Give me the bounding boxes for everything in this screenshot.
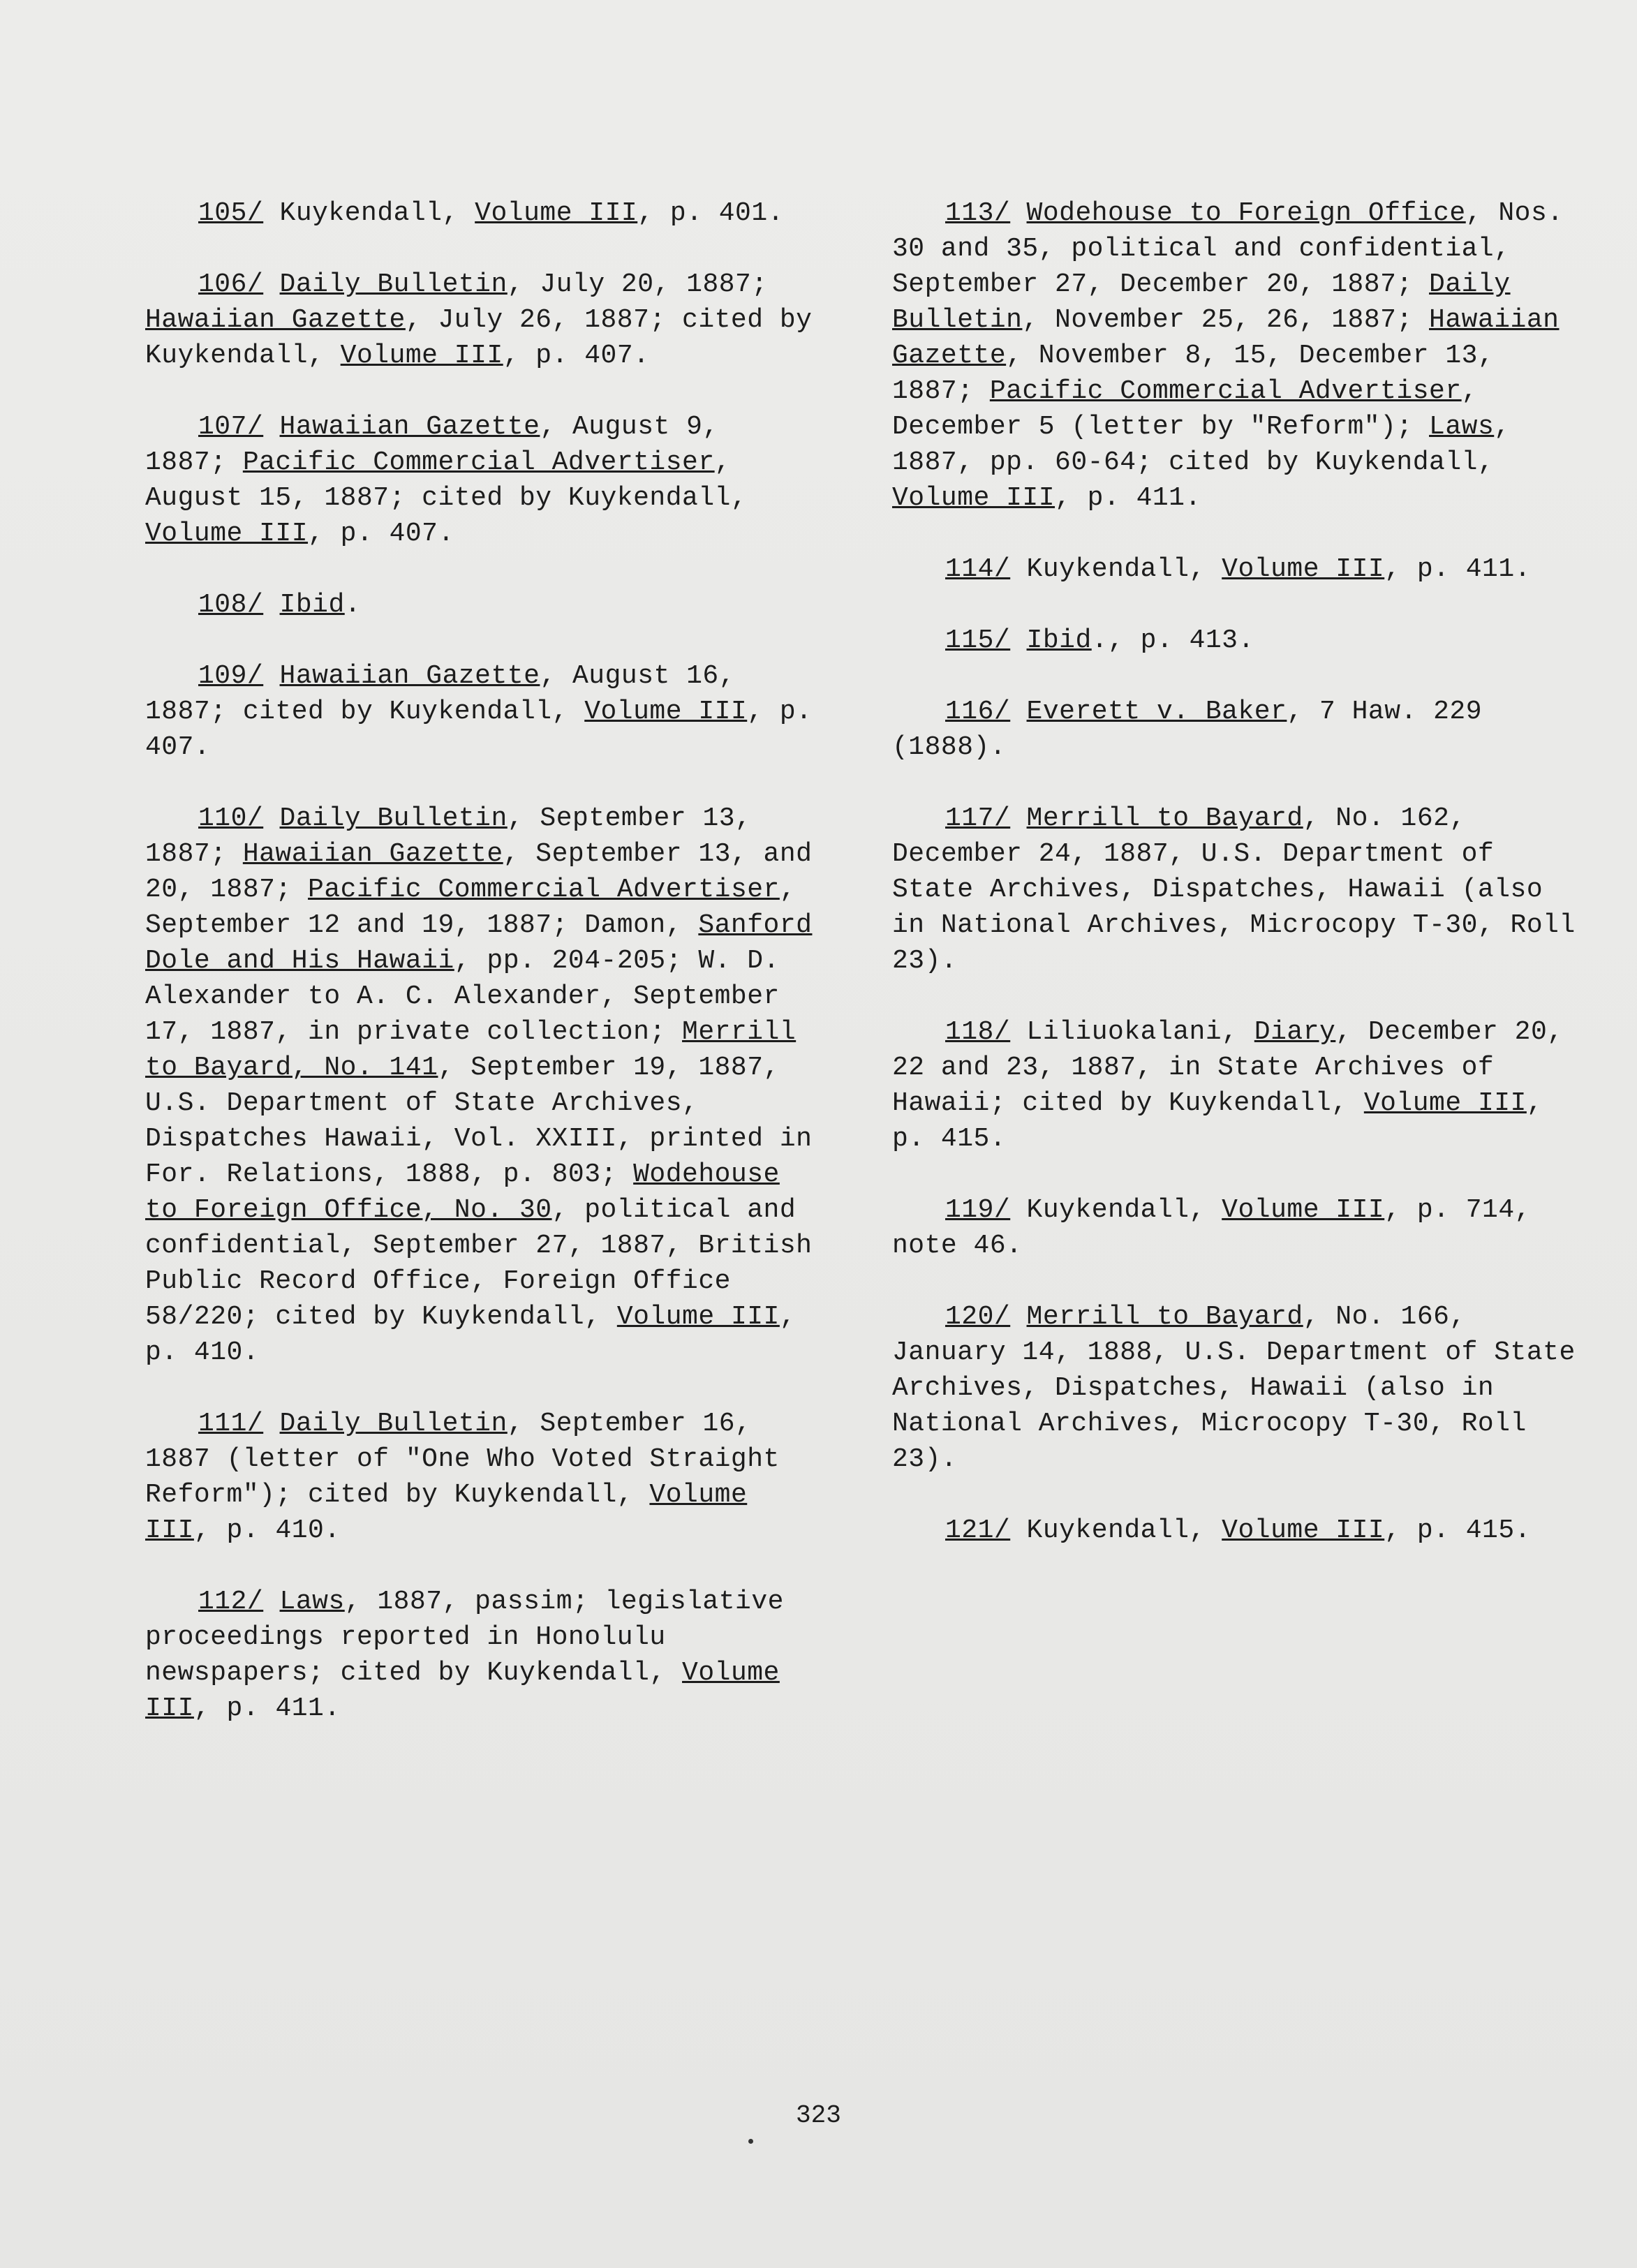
footnote-number: 111/ — [198, 1409, 264, 1439]
footnote-text: , p. 410. — [145, 1302, 797, 1368]
footnote-text: , p. 411. — [1384, 554, 1531, 584]
footnote-text: , No. 166, January 14, 1888, U.S. Department of State Archives, Dispatches, Hawaii (also in National Archives, Microcopy T-30, Roll 23). — [892, 1302, 1576, 1474]
footnote-number: 110/ — [198, 803, 264, 833]
footnote-number: 117/ — [945, 803, 1011, 833]
footnote-number: 108/ — [198, 590, 264, 620]
footnote-number: 109/ — [198, 661, 264, 691]
footnote-citation-title: Hawaiian Gazette — [892, 305, 1560, 371]
footnote-text: Kuykendall, — [1010, 1195, 1222, 1225]
footnote-citation-title: Hawaiian Gazette — [279, 412, 540, 442]
footnote-citation-title: Hawaiian Gazette — [279, 661, 540, 691]
footnote-indent — [892, 1195, 1010, 1225]
footnote-number: 114/ — [945, 554, 1011, 584]
footnote-text: , p. 410. — [193, 1515, 341, 1546]
footnote-citation-title: Volume III — [892, 483, 1055, 513]
footnote — [145, 587, 815, 623]
footnote-text: Liliuokalani, — [1010, 1017, 1254, 1047]
footnote-citation-title: Hawaiian Gazette — [145, 305, 406, 335]
right-column — [892, 195, 1576, 1584]
footnote-text — [1010, 803, 1026, 833]
footnote-text: , July 26, 1887; cited by Kuykendall, — [145, 305, 813, 371]
footnote-text: , November 8, 15, December 13, 1887; — [892, 341, 1495, 406]
footnote-text: , September 13, and 20, 1887; — [145, 839, 813, 905]
footnote-citation-title: Diary — [1254, 1017, 1336, 1047]
footnote-text: , 7 Haw. 229 (1888). — [892, 697, 1483, 762]
footnote — [145, 195, 815, 231]
footnote-citation-title: Volume III — [145, 519, 309, 549]
footnote-indent — [892, 1017, 1010, 1047]
footnote-text — [263, 661, 279, 691]
footnote-number: 120/ — [945, 1302, 1011, 1332]
footnote-citation-title: Ibid — [279, 590, 345, 620]
footnote-text: , p. 407. — [145, 697, 813, 762]
footnote — [892, 551, 1576, 587]
footnote — [145, 1406, 815, 1548]
footnote-number: 115/ — [945, 625, 1011, 655]
footnote-citation-title: Volume III — [1222, 1515, 1385, 1546]
footnote-text: . — [344, 590, 362, 620]
footnote-citation-title: Pacific Commercial Advertiser — [242, 447, 715, 477]
footnote-text: , p. 407. — [503, 341, 650, 371]
footnote-text: , December 5 (letter by "Reform"); — [892, 376, 1478, 442]
footnote-citation-title: Hawaiian Gazette — [242, 839, 503, 869]
footnote — [892, 801, 1576, 979]
footnote-indent — [892, 697, 1010, 727]
footnote-text: Kuykendall, — [1010, 1515, 1222, 1546]
footnote-number: 116/ — [945, 697, 1011, 727]
footnote-citation-title: Pacific Commercial Advertiser — [308, 875, 780, 905]
footnote — [892, 694, 1576, 765]
left-column — [145, 195, 815, 1762]
footnote-citation-title: Pacific Commercial Advertiser — [989, 376, 1462, 406]
footnote-text — [263, 269, 279, 299]
footnote-indent — [892, 1302, 1010, 1332]
footnote-text: , September 12 and 19, 1887; Damon, — [145, 875, 797, 940]
footnote-text: , August 16, 1887; cited by Kuykendall, — [145, 661, 736, 727]
footnote-number: 105/ — [198, 198, 264, 228]
footnote-text — [1010, 1302, 1026, 1332]
footnote-indent — [145, 198, 263, 228]
footnote-citation-title: Volume III — [1222, 1195, 1385, 1225]
footnote-citation-title: Wodehouse to Foreign Office — [1026, 198, 1466, 228]
footnote — [145, 409, 815, 551]
footnote-number: 121/ — [945, 1515, 1011, 1546]
footnote-citation-title: Merrill to Bayard — [1026, 803, 1303, 833]
footnote-citation-title: Volume III — [145, 1658, 780, 1724]
footnote-citation-title: Volume III — [1363, 1088, 1527, 1118]
footnote-text — [1010, 198, 1026, 228]
footnote-text — [263, 1409, 279, 1439]
footnote-citation-title: Sanford Dole and His Hawaii — [145, 910, 813, 976]
footnote-citation-title: Volume III — [1222, 554, 1385, 584]
footnote-text — [263, 590, 279, 620]
footnote — [892, 1299, 1576, 1477]
footnote-text — [263, 412, 279, 442]
footnote-text — [1010, 625, 1026, 655]
page-number: 323 — [796, 2101, 841, 2130]
footnote-text: , p. 411. — [193, 1693, 341, 1724]
footnote-indent — [145, 1587, 263, 1617]
footnote — [892, 623, 1576, 658]
footnote-text: , p. 415. — [892, 1088, 1543, 1154]
footnote — [892, 195, 1576, 516]
footnote-citation-title: Laws — [1429, 412, 1495, 442]
footnote-citation-title: Volume III — [340, 341, 503, 371]
footnote-citation-title: Daily Bulletin — [279, 269, 508, 299]
footnote-number: 106/ — [198, 269, 264, 299]
footnote-indent — [145, 803, 263, 833]
footnote — [145, 801, 815, 1370]
footnote-text: , Nos. 30 and 35, political and confidential, September 27, December 20, 1887; — [892, 198, 1564, 299]
footnote-text — [1010, 697, 1026, 727]
footnote-indent — [145, 269, 263, 299]
footnote-number: 119/ — [945, 1195, 1011, 1225]
footnote — [892, 1192, 1576, 1263]
footnote-text: , September 13, 1887; — [145, 803, 752, 869]
footnote-indent — [892, 198, 1010, 228]
footnote — [145, 267, 815, 373]
footnote-citation-title: Merrill to Bayard, No. 141 — [145, 1017, 797, 1083]
footnote-indent — [145, 590, 263, 620]
footnote-text: Kuykendall, — [1010, 554, 1222, 584]
footnote-text: ., p. 413. — [1091, 625, 1254, 655]
footnote-citation-title: Merrill to Bayard — [1026, 1302, 1303, 1332]
footnote-indent — [892, 625, 1010, 655]
footnote — [145, 658, 815, 765]
footnote-citation-title: Daily Bulletin — [279, 1409, 508, 1439]
footnote-text — [263, 803, 279, 833]
footnote-citation-title: Volume III — [616, 1302, 780, 1332]
footnote-text: , p. 401. — [637, 198, 784, 228]
footnote-indent — [892, 1515, 1010, 1546]
footnote-text: , No. 162, December 24, 1887, U.S. Department of State Archives, Dispatches, Hawaii (also in National Archives, Microcopy T-30, Roll 23). — [892, 803, 1576, 976]
footnote-text: , pp. 204-205; W. D. Alexander to A. C. Alexander, September 17, 1887, in private collection; — [145, 946, 780, 1047]
footnote-number: 113/ — [945, 198, 1011, 228]
footnote-text: , July 20, 1887; — [507, 269, 768, 299]
footnote-citation-title: Volume III — [584, 697, 748, 727]
footnote-indent — [145, 412, 263, 442]
footnote-text: , December 20, 22 and 23, 1887, in State Archives of Hawaii; cited by Kuykendall, — [892, 1017, 1564, 1118]
footnote-text: , September 16, 1887 (letter of "One Who Voted Straight Reform"); cited by Kuykendall, — [145, 1409, 780, 1510]
footnote-text: , November 25, 26, 1887; — [1022, 305, 1430, 335]
stray-mark — [748, 2139, 753, 2144]
footnote-indent — [892, 554, 1010, 584]
footnote-citation-title: Daily Bulletin — [892, 269, 1511, 335]
footnote-indent — [892, 803, 1010, 833]
footnote-indent — [145, 1409, 263, 1439]
footnote — [892, 1513, 1576, 1548]
footnote-citation-title: Laws — [279, 1587, 345, 1617]
footnote-citation-title: Daily Bulletin — [279, 803, 508, 833]
footnote-citation-title: Wodehouse to Foreign Office, No. 30 — [145, 1159, 780, 1225]
footnote-text: , p. 411. — [1055, 483, 1201, 513]
footnote-indent — [145, 661, 263, 691]
footnote-text: , p. 407. — [308, 519, 454, 549]
footnote-number: 118/ — [945, 1017, 1011, 1047]
footnote-number: 107/ — [198, 412, 264, 442]
footnote-citation-title: Everett v. Baker — [1026, 697, 1287, 727]
footnote-text: , p. 415. — [1384, 1515, 1531, 1546]
footnote-text: , 1887, pp. 60-64; cited by Kuykendall, — [892, 412, 1511, 477]
footnote-citation-title: Volume III — [475, 198, 638, 228]
footnote-citation-title: Volume III — [145, 1480, 748, 1546]
footnote-number: 112/ — [198, 1587, 264, 1617]
footnote-text — [263, 1587, 279, 1617]
footnote-text: , p. 714, note 46. — [892, 1195, 1531, 1261]
footnote-text: , 1887, passim; legislative proceedings reported in Honolulu newspapers; cited by Kuykendall, — [145, 1587, 784, 1688]
footnote — [892, 1014, 1576, 1157]
footnote-text: , September 19, 1887, U.S. Department of State Archives, Dispatches Hawaii, Vol. XXIII, printed in For. Relations, 1888, p. 803; — [145, 1053, 813, 1189]
footnote-citation-title: Ibid — [1026, 625, 1092, 655]
footnote-text: , August 9, 1887; — [145, 412, 719, 477]
footnote-text: Kuykendall, — [263, 198, 475, 228]
footnote-text: , political and confidential, September 27, 1887, British Public Record Office, Foreign Office 58/220; cited by Kuykendall, — [145, 1195, 813, 1332]
footnote-text: , August 15, 1887; cited by Kuykendall, — [145, 447, 748, 513]
footnote — [145, 1584, 815, 1726]
